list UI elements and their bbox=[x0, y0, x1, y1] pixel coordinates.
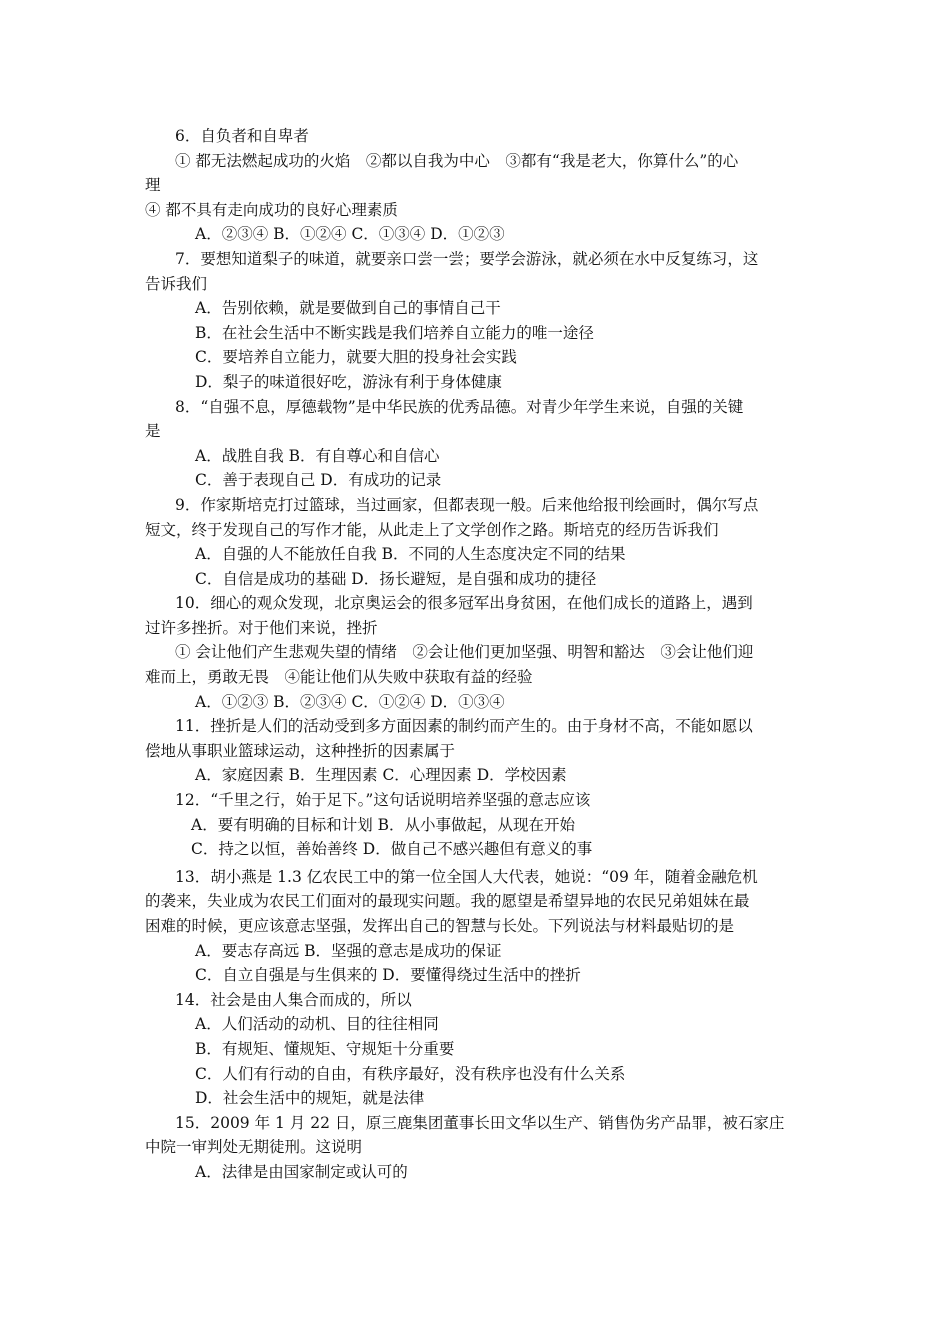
q11-options: A．家庭因素 B．生理因素 C．心理因素 D．学校因素 bbox=[195, 766, 567, 785]
q6-stem: 6．自负者和自卑者 bbox=[175, 127, 309, 145]
question-15 bbox=[145, 1111, 810, 1185]
q13-stem-line-3: 困难的时候，更应该意志坚强，发挥出自己的智慧与长处。下列说法与材料最贴切的是 bbox=[145, 917, 735, 935]
q11-stem-line-1: 11．挫折是人们的活动受到多方面因素的制约而产生的。由于身材不高，不能如愿以 bbox=[175, 717, 753, 736]
q12-options-cd: C．持之以恒，善始善终 D．做自己不感兴趣但有意义的事 bbox=[191, 840, 593, 859]
q15-stem-line-2: 中院一审判处无期徒刑。这说明 bbox=[145, 1138, 363, 1157]
q7-stem-line-2: 告诉我们 bbox=[145, 274, 208, 293]
q15-stem-line-1: 15．2009 年 1 月 22 日，原三鹿集团董事长田文华以生产、销售伪劣产品罪，被石家庄 bbox=[175, 1113, 785, 1132]
question-9 bbox=[145, 493, 810, 591]
q7-stem-line-1: 7．要想知道梨子的味道，就要亲口尝一尝；要学会游泳，就必须在水中反复练习，这 bbox=[175, 249, 759, 268]
q7-option-c: C．要培养自立能力，就要大胆的投身社会实践 bbox=[195, 348, 517, 367]
q14-option-d: D．社会生活中的规矩，就是法律 bbox=[195, 1089, 425, 1108]
q14-option-c: C．人们有行动的自由，有秩序最好，没有秩序也没有什么关系 bbox=[195, 1064, 626, 1083]
q13-options-cd: C．自立自强是与生俱来的 D．要懂得绕过生活中的挫折 bbox=[195, 966, 581, 985]
question-6 bbox=[145, 124, 810, 247]
question-10 bbox=[145, 591, 810, 714]
q10-statements-line-1: ① 会让他们产生悲观失望的情绪 ②会让他们更加坚强、明智和豁达 ③会让他们迎 bbox=[175, 643, 754, 662]
q8-stem-line-1: 8．“自强不息，厚德载物”是中华民族的优秀品德。对青少年学生来说，自强的关键 bbox=[175, 397, 744, 416]
q12-stem: 12．“千里之行，始于足下。”这句话说明培养坚强的意志应该 bbox=[175, 791, 591, 810]
q13-stem-line-2: 的袭来，失业成为农民工们面对的最现实问题。我的愿望是希望异地的农民兄弟姐妹在最 bbox=[145, 892, 750, 911]
document-page bbox=[145, 124, 810, 1185]
q9-stem-line-1: 9．作家斯培克打过篮球，当过画家，但都表现一般。后来他给报刊绘画时，偶尔写点 bbox=[175, 495, 759, 514]
question-11 bbox=[145, 714, 810, 788]
q9-stem-line-2: 短文，终于发现自己的写作才能，从此走上了文学创作之路。斯培克的经历告诉我们 bbox=[145, 520, 719, 539]
question-13 bbox=[145, 865, 810, 988]
q8-stem-line-2: 是 bbox=[145, 422, 161, 441]
q6-statements-line-3: ④ 都不具有走向成功的良好心理素质 bbox=[145, 200, 398, 219]
q9-options-cd: C．自信是成功的基础 D．扬长避短，是自强和成功的捷径 bbox=[195, 569, 597, 588]
q6-statements-line-2: 理 bbox=[145, 176, 161, 195]
q7-option-b: B．在社会生活中不断实践是我们培养自立能力的唯一途径 bbox=[195, 323, 594, 342]
q6-options: A．②③④ B．①②④ C．①③④ D．①②③ bbox=[195, 225, 505, 244]
q13-options-ab: A．要志存高远 B．坚强的意志是成功的保证 bbox=[195, 941, 502, 960]
question-12 bbox=[145, 788, 810, 862]
q14-option-a: A．人们活动的动机、目的往往相同 bbox=[195, 1015, 439, 1034]
question-8 bbox=[145, 395, 810, 493]
q7-option-a: A．告别依赖，就是要做到自己的事情自己干 bbox=[195, 299, 501, 318]
q8-options-cd: C．善于表现自己 D．有成功的记录 bbox=[195, 471, 442, 490]
q15-option-a: A．法律是由国家制定或认可的 bbox=[195, 1162, 408, 1181]
q9-options-ab: A．自强的人不能放任自我 B．不同的人生态度决定不同的结果 bbox=[195, 545, 626, 564]
q6-statements-line-1: ① 都无法燃起成功的火焰 ②都以自我为中心 ③都有“我是老大，你算什么”的心 bbox=[175, 151, 739, 170]
q13-stem-line-1: 13．胡小燕是 1.3 亿农民工中的第一位全国人大代表，她说：“09 年，随着金融危机 bbox=[175, 867, 758, 886]
q14-stem: 14．社会是由人集合而成的，所以 bbox=[175, 990, 412, 1009]
q10-stem-line-2: 过许多挫折。对于他们来说，挫折 bbox=[145, 618, 378, 637]
q10-options: A．①②③ B．②③④ C．①②④ D．①③④ bbox=[195, 692, 505, 711]
q14-option-b: B．有规矩、懂规矩、守规矩十分重要 bbox=[195, 1039, 455, 1058]
q12-options-ab: A．要有明确的目标和计划 B．从小事做起，从现在开始 bbox=[191, 815, 576, 834]
question-7 bbox=[145, 247, 810, 395]
q7-option-d: D．梨子的味道很好吃，游泳有利于身体健康 bbox=[195, 372, 502, 391]
q8-options-ab: A．战胜自我 B．有自尊心和自信心 bbox=[195, 446, 440, 465]
q10-stem-line-1: 10．细心的观众发现，北京奥运会的很多冠军出身贫困，在他们成长的道路上，遇到 bbox=[175, 594, 753, 613]
q10-statements-line-2: 难而上，勇敢无畏 ④能让他们从失败中获取有益的经验 bbox=[145, 668, 533, 687]
q11-stem-line-2: 偿地从事职业篮球运动，这种挫折的因素属于 bbox=[145, 741, 456, 760]
question-14 bbox=[145, 988, 810, 1111]
